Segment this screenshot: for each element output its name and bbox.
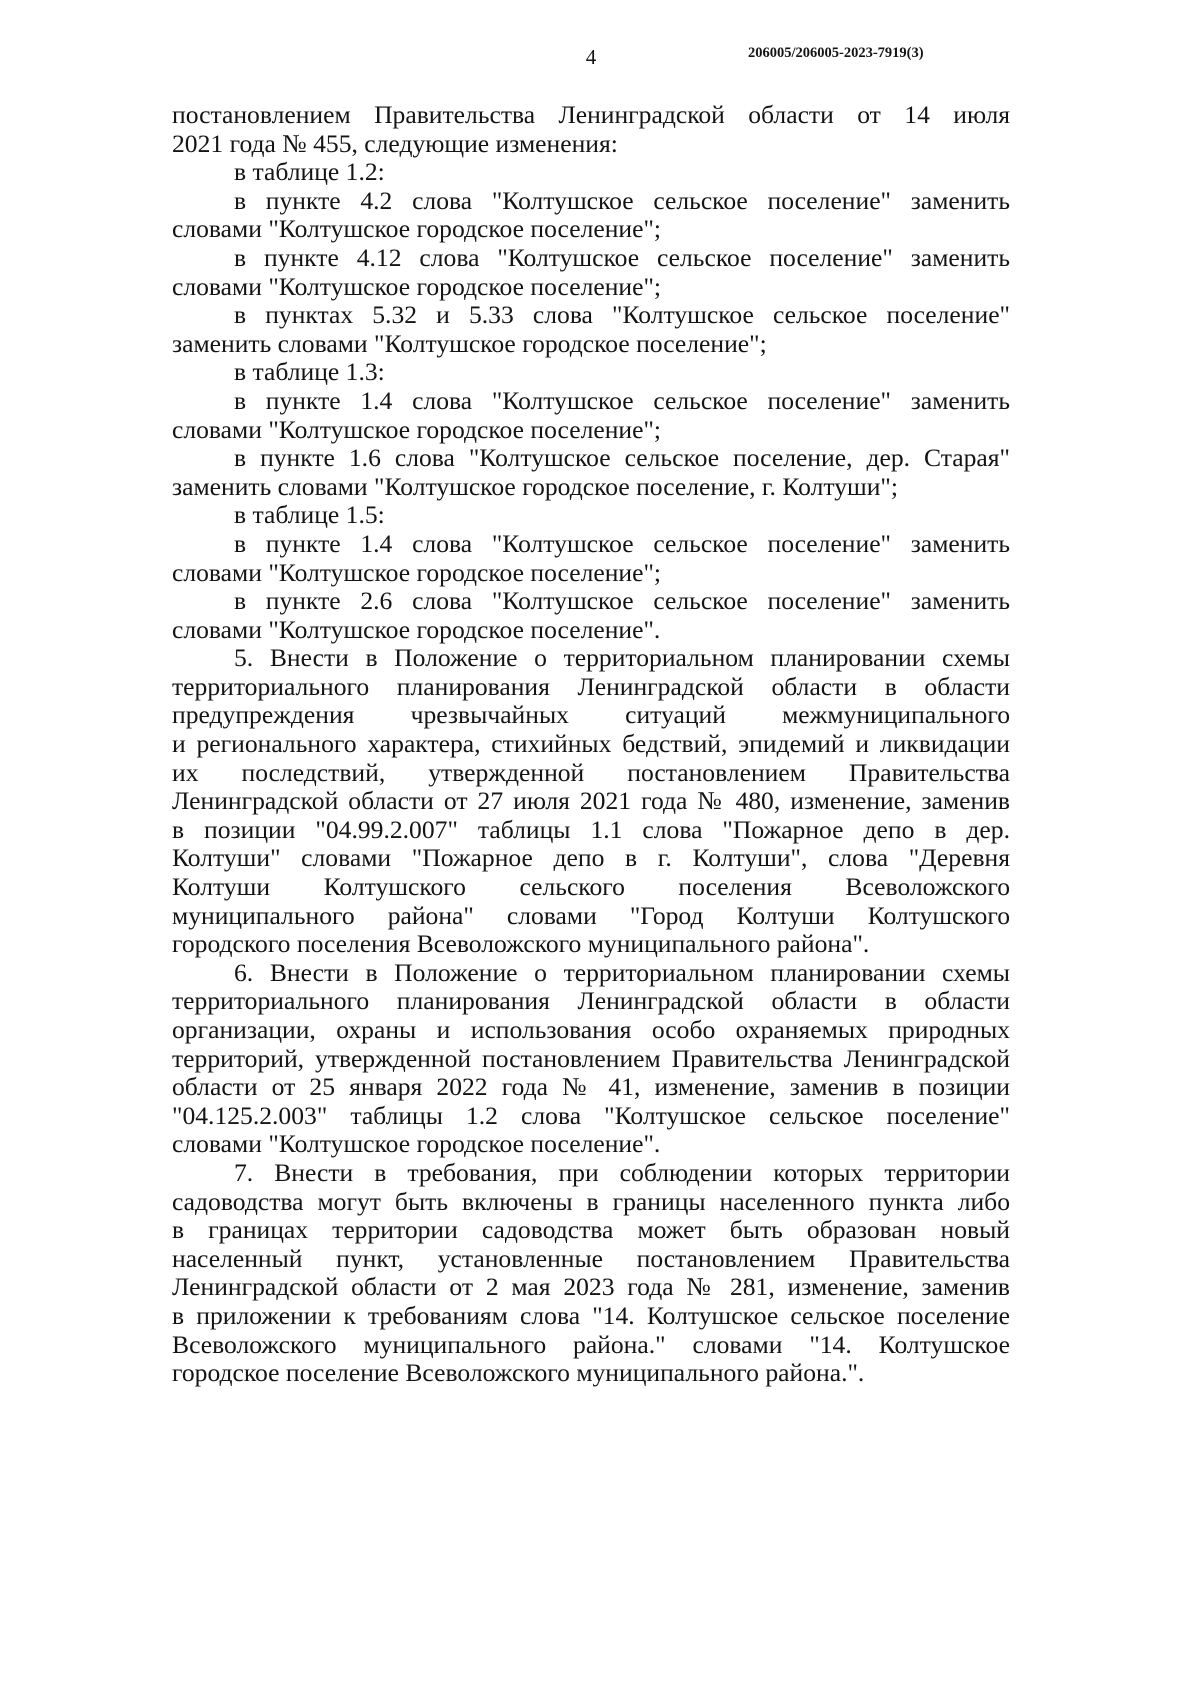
paragraph bbox=[172, 187, 1010, 244]
text-line: заменить словами "Колтушское городское поселение"; bbox=[172, 328, 767, 358]
text-line: заменить словами "Колтушское городское поселение, г. Колтуши"; bbox=[172, 471, 898, 501]
text-line: в пункте 1.4 слова "Колтушское сельское поселение" заменить bbox=[234, 385, 1010, 415]
text-line: их последствий, утвержденной постановлением Правительства bbox=[172, 757, 1010, 787]
text-line: Колтуши Колтушского сельского поселения Всеволожского bbox=[172, 872, 1010, 902]
document-body bbox=[172, 101, 1010, 1388]
paragraph bbox=[172, 387, 1010, 444]
text-line: 6. Внести в Положение о территориальном планировании схемы bbox=[234, 957, 1010, 987]
text-line: и регионального характера, стихийных бедствий, эпидемий и ликвидации bbox=[172, 729, 1010, 759]
text-line: территориального планирования Ленинградской области в области bbox=[172, 986, 1010, 1016]
text-line: в таблице 1.2: bbox=[234, 157, 385, 187]
text-line: в позиции "04.99.2.007" таблицы 1.1 слова "Пожарное депо в дер. bbox=[172, 814, 1010, 844]
text-line: Всеволожского муниципального района." словами "14. Колтушское bbox=[172, 1329, 1010, 1359]
text-line: области от 25 января 2022 года № 41, изменение, заменив в позиции bbox=[172, 1072, 1010, 1102]
text-line: словами "Колтушское городское поселение"; bbox=[172, 414, 662, 444]
text-line: городского поселения Всеволожского муниципального района". bbox=[172, 929, 870, 959]
text-line: 2021 года № 455, следующие изменения: bbox=[172, 128, 618, 158]
text-line: организации, охраны и использования особо охраняемых природных bbox=[172, 1015, 1010, 1044]
text-line: в пункте 1.4 слова "Колтушское сельское поселение" заменить bbox=[234, 528, 1010, 558]
paragraph bbox=[172, 358, 1010, 387]
text-line: территориального планирования Ленинградской области в области bbox=[172, 671, 1010, 701]
text-line: словами "Колтушское городское поселение". bbox=[172, 1129, 661, 1159]
text-line: городское поселение Всеволожского муниципального района.". bbox=[172, 1358, 865, 1388]
text-line: Ленинградской области от 2 мая 2023 года № 281, изменение, заменив bbox=[172, 1272, 1010, 1302]
text-line: территорий, утвержденной постановлением Правительства Ленинградской bbox=[172, 1043, 1010, 1073]
text-line: в приложении к требованиям слова "14. Колтушское сельское поселение bbox=[172, 1300, 1010, 1330]
text-line: предупреждения чрезвычайных ситуаций межмуниципального bbox=[172, 700, 1010, 730]
text-line: Колтуши" словами "Пожарное депо в г. Колтуши", слова "Деревня bbox=[172, 843, 1010, 873]
paragraph bbox=[172, 301, 1010, 358]
text-line: постановлением Правительства Ленинградской области от 14 июля bbox=[172, 100, 1010, 129]
paragraph bbox=[172, 501, 1010, 530]
text-line: в пункте 4.12 слова "Колтушское сельское поселение" заменить bbox=[234, 242, 1010, 272]
paragraph bbox=[172, 444, 1010, 501]
text-line: населенный пункт, установленные постановлением Правительства bbox=[172, 1243, 1010, 1273]
paragraph bbox=[172, 959, 1010, 1159]
paragraph bbox=[172, 158, 1010, 187]
paragraph bbox=[172, 101, 1010, 158]
paragraph bbox=[172, 644, 1010, 959]
text-line: словами "Колтушское городское поселение"; bbox=[172, 214, 662, 244]
text-line: в пункте 4.2 слова "Колтушское сельское поселение" заменить bbox=[234, 185, 1010, 215]
text-line: "04.125.2.003" таблицы 1.2 слова "Колтушское сельское поселение" bbox=[172, 1100, 1010, 1130]
text-line: в границах территории садоводства может быть образован новый bbox=[172, 1215, 1010, 1245]
text-line: 7. Внести в требования, при соблюдении которых территории bbox=[234, 1157, 1010, 1187]
text-line: словами "Колтушское городское поселение". bbox=[172, 614, 661, 644]
text-line: в пункте 1.6 слова "Колтушское сельское поселение, дер. Старая" bbox=[234, 443, 1010, 473]
text-line: в пункте 2.6 слова "Колтушское сельское поселение" заменить bbox=[234, 586, 1010, 616]
text-line: в таблице 1.3: bbox=[234, 357, 385, 387]
text-line: в пунктах 5.32 и 5.33 слова "Колтушское сельское поселение" bbox=[234, 300, 1010, 330]
paragraph bbox=[172, 530, 1010, 587]
paragraph bbox=[172, 1159, 1010, 1388]
text-line: муниципального района" словами "Город Колтуши Колтушского bbox=[172, 900, 1010, 930]
document-number: 206005/206005-2023-7919(3) bbox=[748, 45, 924, 61]
text-line: в таблице 1.5: bbox=[234, 500, 385, 530]
text-line: словами "Колтушское городское поселение"; bbox=[172, 557, 662, 587]
paragraph bbox=[172, 244, 1010, 301]
text-line: садоводства могут быть включены в границы населенного пункта либо bbox=[172, 1186, 1010, 1216]
text-line: словами "Колтушское городское поселение"; bbox=[172, 271, 662, 301]
text-line: Ленинградской области от 27 июля 2021 года № 480, изменение, заменив bbox=[172, 786, 1010, 816]
page-number: 4 bbox=[585, 45, 597, 69]
paragraph bbox=[172, 587, 1010, 644]
text-line: 5. Внести в Положение о территориальном планировании схемы bbox=[234, 643, 1010, 673]
